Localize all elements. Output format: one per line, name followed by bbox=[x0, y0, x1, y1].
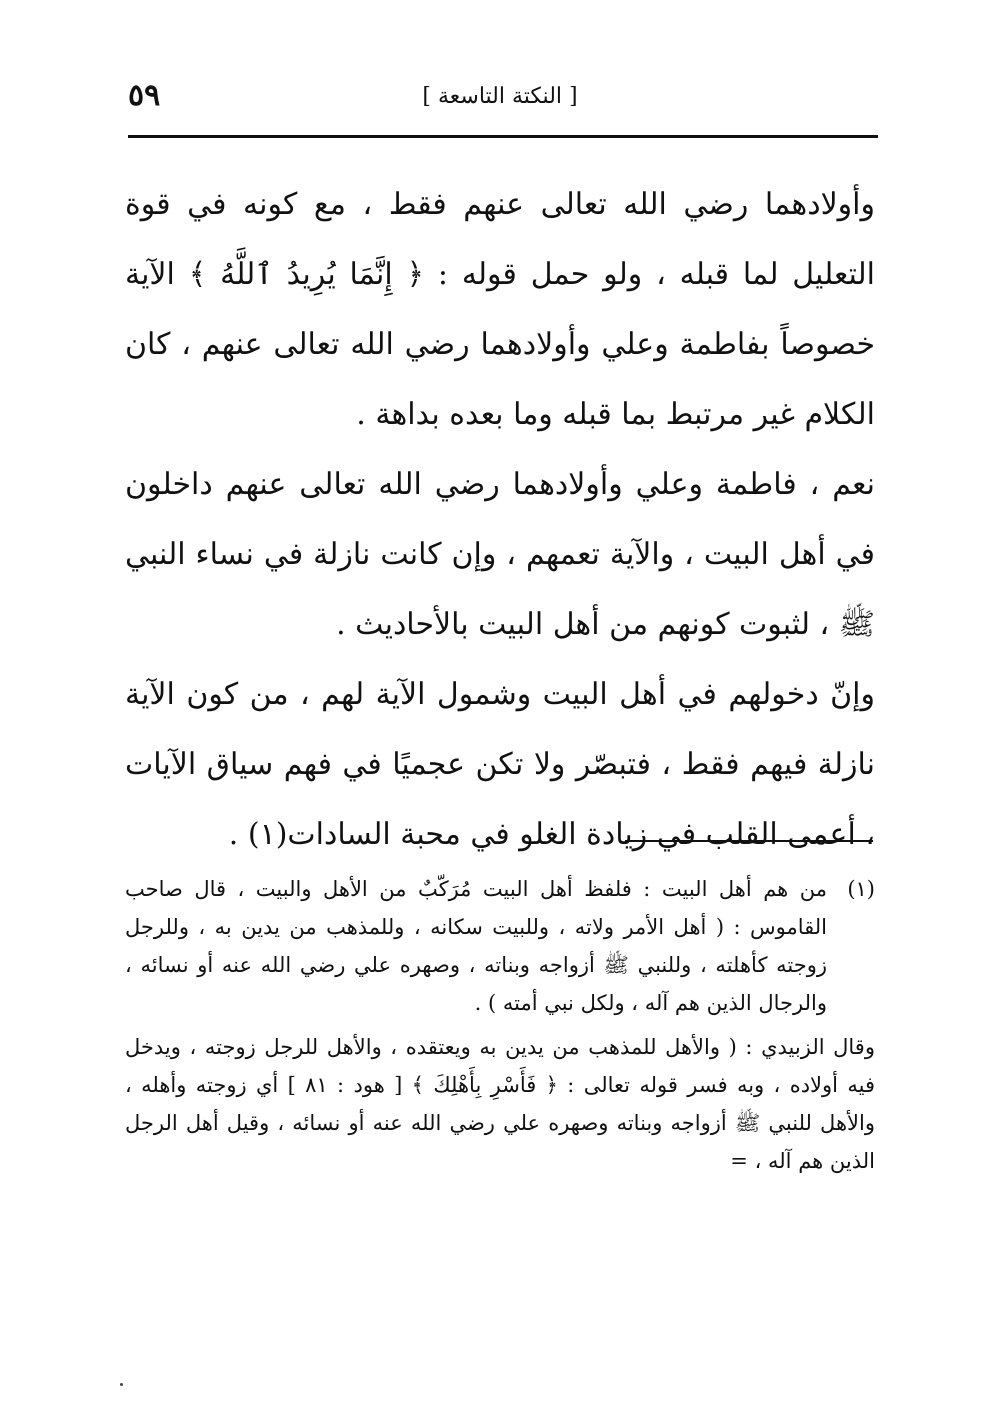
footnote-text: من هم أهل البيت : فلفظ أهل البيت مُرَكّبٌ من الأهل والبيت ، قال صاحب القاموس : ( أهل الأمر ولاته ، وللبيت سكانه ، وللمذهب من يدين به ، وللرجل زوجته كأهلته ، وللنبي ﷺ أزواجه وبناته ، وصهره علي رضي الله عنه أو نسائه ، والرجال الذين هم آله ، ولكل نبي أمته ) . bbox=[125, 877, 827, 1015]
paragraph-1: وأولادهما رضي الله تعالى عنهم فقط ، مع كونه في قوة التعليل لما قبله ، ولو حمل قوله : ﴿ إِنَّمَا يُرِيدُ ٱللَّهُ ﴾ الآية خصوصاً بفاطمة وعلي وأولادهما رضي الله تعالى عنهم ، كان الكلام غير مرتبط بما قبله وما بعده بداهة . bbox=[125, 187, 875, 432]
footnote-marker: (١) bbox=[847, 877, 875, 901]
paragraph-3: وإنّ دخولهم في أهل البيت وشمول الآية لهم ، من كون الآية نازلة فيهم فقط ، فتبصّر ولا تكن عجميًا في فهم سياق الآيات ، أعمى القلب في زيادة الغلو في محبة السادات(١) . bbox=[125, 677, 875, 852]
footnotes bbox=[125, 870, 875, 1180]
footnote-continuation: وقال الزبيدي : ( والأهل للمذهب من يدين به ويعتقده ، والأهل للرجل زوجته ، ويدخل فيه أولاده ، وبه فسر قوله تعالى : ﴿ فَأَسْرِ بِأَهْلِكَ ﴾ [ هود : ٨١ ] أي زوجته وأهله ، والأهل للنبي ﷺ أزواجه وبناته وصهره علي رضي الله عنه أو نسائه ، وقيل أهل الرجل الذين هم آله ، = bbox=[125, 1035, 875, 1173]
paragraph-2: نعم ، فاطمة وعلي وأولادهما رضي الله تعالى عنهم داخلون في أهل البيت ، والآية تعمهم ، وإن كانت نازلة في نساء النبي ﷺ ، لثبوت كونهم من أهل البيت بالأحاديث . bbox=[125, 467, 875, 642]
main-text bbox=[125, 170, 875, 870]
page-number: ٥٩ bbox=[128, 78, 161, 113]
running-title: [ النكتة التاسعة ] bbox=[422, 84, 578, 109]
header-divider bbox=[128, 135, 878, 138]
page-header bbox=[128, 78, 872, 118]
footnote-divider bbox=[625, 840, 873, 842]
scan-speck bbox=[120, 1383, 123, 1386]
footnote-1 bbox=[125, 870, 875, 1022]
